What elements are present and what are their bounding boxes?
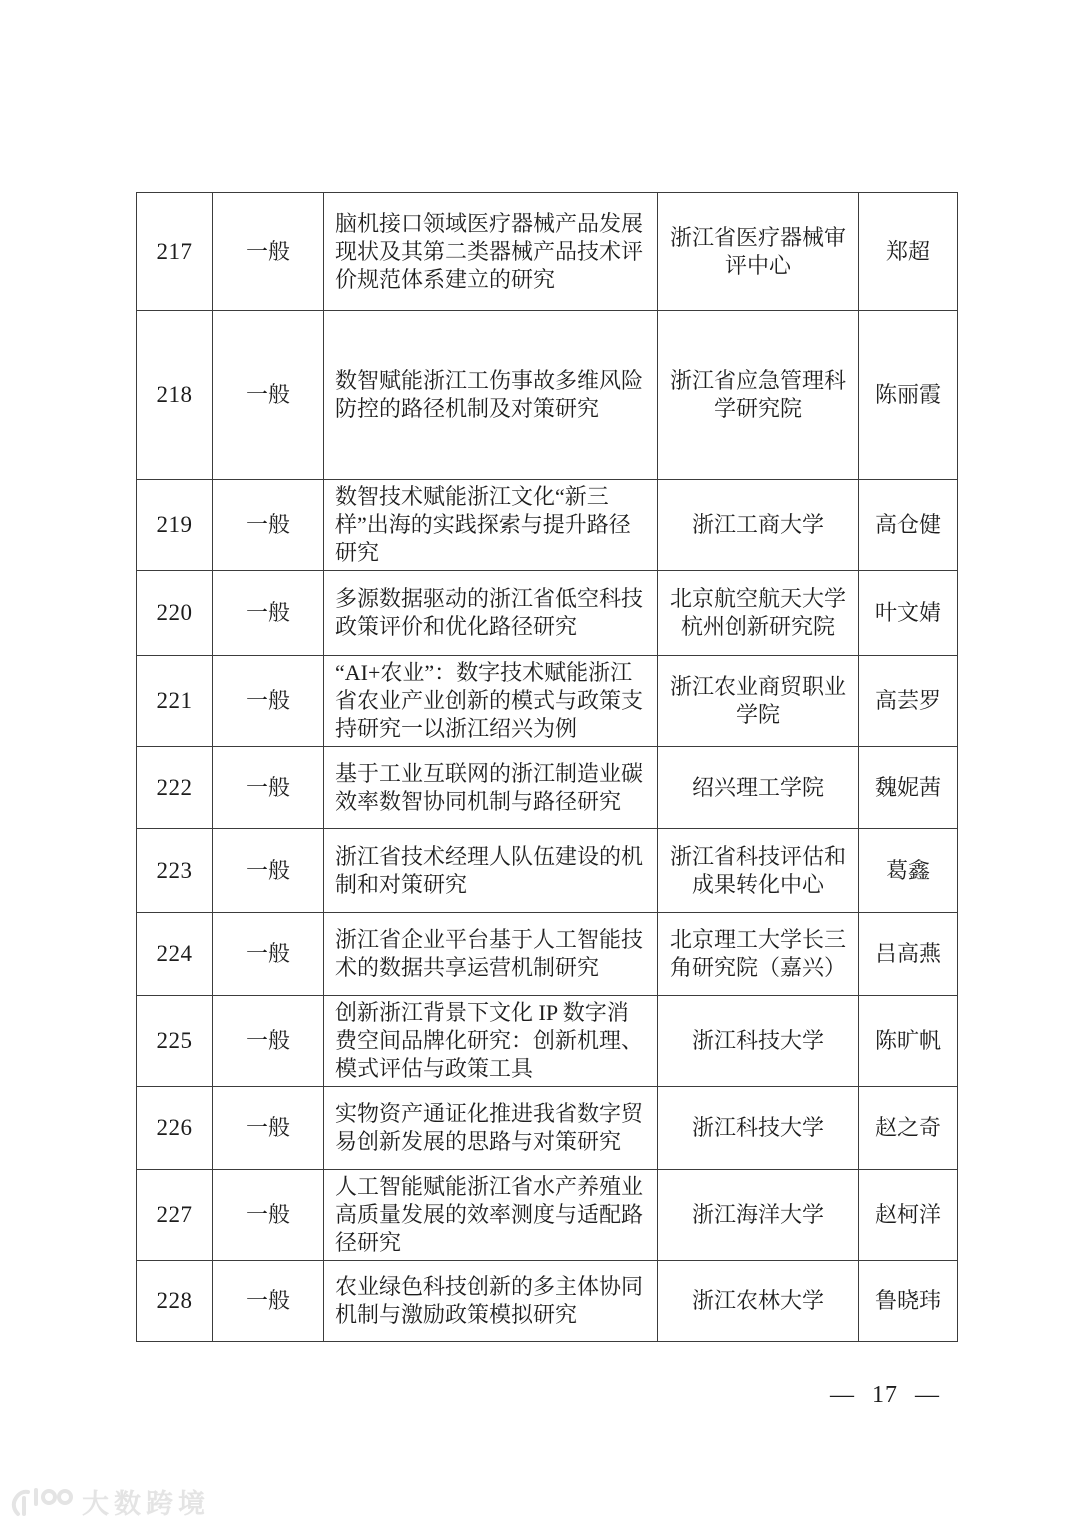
watermark-brand-text: 大数跨境 — [82, 1489, 210, 1519]
table-row — [137, 1087, 958, 1170]
table-row — [137, 829, 958, 913]
table-row — [137, 571, 958, 656]
row-number-cell: 228 — [137, 1261, 213, 1342]
row-number-cell: 222 — [137, 747, 213, 829]
row-title-cell: 浙江省企业平台基于人工智能技术的数据共享运营机制研究 — [324, 913, 658, 996]
table-row — [137, 193, 958, 311]
row-number-cell: 220 — [137, 571, 213, 656]
row-title-cell: 数智技术赋能浙江文化“新三样”出海的实践探索与提升路径研究 — [324, 480, 658, 571]
row-number-cell: 224 — [137, 913, 213, 996]
row-person-cell: 陈丽霞 — [859, 311, 958, 480]
row-institution-cell: 浙江省医疗器械审评中心 — [658, 193, 859, 311]
watermark-logo — [10, 1482, 210, 1521]
row-title-cell: 脑机接口领域医疗器械产品发展现状及其第二类器械产品技术评价规范体系建立的研究 — [324, 193, 658, 311]
row-category-cell: 一般 — [213, 1261, 324, 1342]
row-number-cell: 225 — [137, 996, 213, 1087]
row-category-cell: 一般 — [213, 829, 324, 913]
row-institution-cell: 浙江科技大学 — [658, 996, 859, 1087]
row-category-cell: 一般 — [213, 193, 324, 311]
row-title-cell: 浙江省技术经理人队伍建设的机制和对策研究 — [324, 829, 658, 913]
row-title-cell: 多源数据驱动的浙江省低空科技政策评价和优化路径研究 — [324, 571, 658, 656]
row-number-cell: 226 — [137, 1087, 213, 1170]
row-person-cell: 葛鑫 — [859, 829, 958, 913]
table-row — [137, 913, 958, 996]
row-category-cell: 一般 — [213, 913, 324, 996]
row-category-cell: 一般 — [213, 480, 324, 571]
row-institution-cell: 浙江省科技评估和成果转化中心 — [658, 829, 859, 913]
row-institution-cell: 北京理工大学长三角研究院（嘉兴） — [658, 913, 859, 996]
watermark-logo-icon — [10, 1484, 74, 1520]
table-row — [137, 1170, 958, 1261]
row-category-cell: 一般 — [213, 1087, 324, 1170]
row-person-cell: 陈旷帆 — [859, 996, 958, 1087]
row-title-cell: 基于工业互联网的浙江制造业碳效率数智协同机制与路径研究 — [324, 747, 658, 829]
row-person-cell: 鲁晓玮 — [859, 1261, 958, 1342]
row-number-cell: 223 — [137, 829, 213, 913]
row-number-cell: 221 — [137, 656, 213, 747]
table-row — [137, 311, 958, 480]
table-row — [137, 1261, 958, 1342]
row-person-cell: 高仓健 — [859, 480, 958, 571]
row-category-cell: 一般 — [213, 747, 324, 829]
row-institution-cell: 浙江工商大学 — [658, 480, 859, 571]
row-title-cell: 创新浙江背景下文化 IP 数字消费空间品牌化研究：创新机理、模式评估与政策工具 — [324, 996, 658, 1087]
row-person-cell: 魏妮茜 — [859, 747, 958, 829]
row-number-cell: 217 — [137, 193, 213, 311]
row-title-cell: 农业绿色科技创新的多主体协同机制与激励政策模拟研究 — [324, 1261, 658, 1342]
page-number: — 17 — — [830, 1382, 940, 1408]
row-number-cell: 219 — [137, 480, 213, 571]
row-person-cell: 高芸罗 — [859, 656, 958, 747]
row-category-cell: 一般 — [213, 311, 324, 480]
row-title-cell: 人工智能赋能浙江省水产养殖业高质量发展的效率测度与适配路径研究 — [324, 1170, 658, 1261]
table-row — [137, 747, 958, 829]
row-institution-cell: 浙江农业商贸职业学院 — [658, 656, 859, 747]
table-row — [137, 656, 958, 747]
row-institution-cell: 北京航空航天大学杭州创新研究院 — [658, 571, 859, 656]
row-person-cell: 赵柯洋 — [859, 1170, 958, 1261]
row-institution-cell: 浙江海洋大学 — [658, 1170, 859, 1261]
row-person-cell: 叶文婧 — [859, 571, 958, 656]
row-person-cell: 郑超 — [859, 193, 958, 311]
row-category-cell: 一般 — [213, 571, 324, 656]
row-category-cell: 一般 — [213, 656, 324, 747]
row-number-cell: 218 — [137, 311, 213, 480]
project-list-table — [136, 192, 958, 1342]
row-title-cell: “AI+农业”：数字技术赋能浙江省农业产业创新的模式与政策支持研究一以浙江绍兴为例 — [324, 656, 658, 747]
row-title-cell: 数智赋能浙江工伤事故多维风险防控的路径机制及对策研究 — [324, 311, 658, 480]
row-title-cell: 实物资产通证化推进我省数字贸易创新发展的思路与对策研究 — [324, 1087, 658, 1170]
row-institution-cell: 浙江科技大学 — [658, 1087, 859, 1170]
row-person-cell: 吕高燕 — [859, 913, 958, 996]
row-institution-cell: 浙江农林大学 — [658, 1261, 859, 1342]
table-row — [137, 996, 958, 1087]
row-institution-cell: 浙江省应急管理科学研究院 — [658, 311, 859, 480]
row-institution-cell: 绍兴理工学院 — [658, 747, 859, 829]
row-category-cell: 一般 — [213, 996, 324, 1087]
row-person-cell: 赵之奇 — [859, 1087, 958, 1170]
table-row — [137, 480, 958, 571]
row-category-cell: 一般 — [213, 1170, 324, 1261]
row-number-cell: 227 — [137, 1170, 213, 1261]
